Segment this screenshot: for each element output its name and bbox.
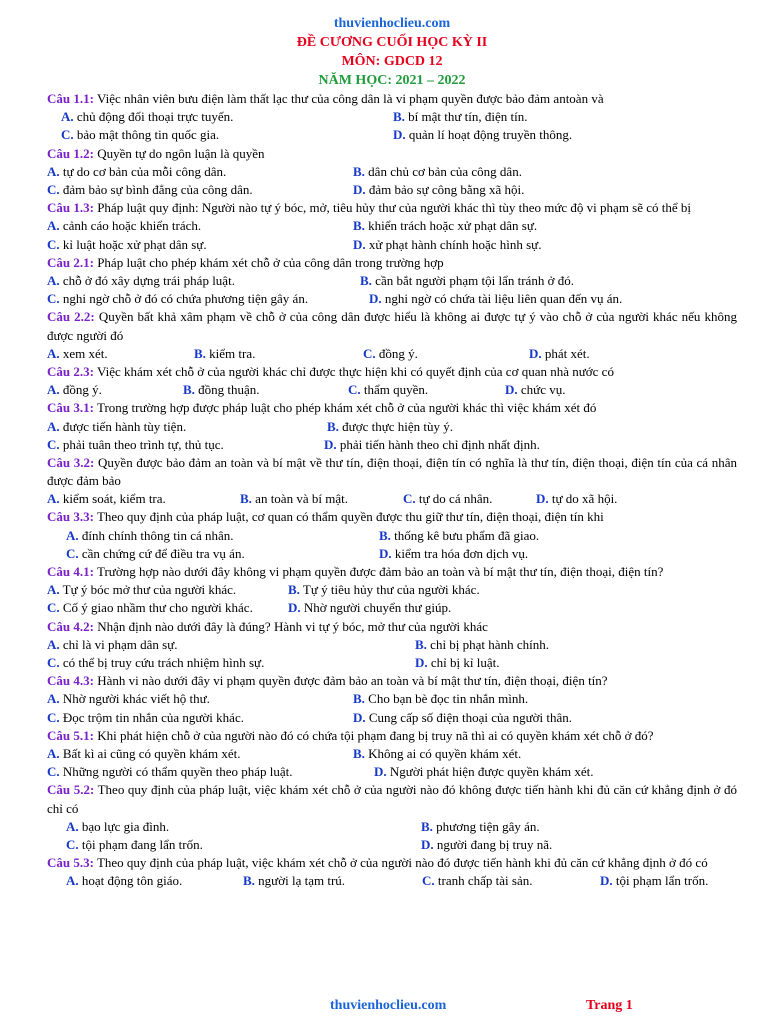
answer-option (353, 690, 528, 708)
question-number: Câu 3.1: (47, 400, 94, 416)
option-letter: D. (374, 764, 387, 780)
answer-option (288, 599, 451, 617)
subject-line: MÔN: GDCD 12 (341, 54, 443, 69)
option-letter: A. (47, 691, 60, 707)
answer-row (47, 290, 737, 308)
document-title: ĐỀ CƯƠNG CUỐI HỌC KỲ II (296, 35, 488, 50)
answer-option (415, 636, 549, 654)
question-stem (47, 454, 737, 490)
option-text: kiểm tra. (205, 345, 256, 361)
option-letter: D. (324, 436, 337, 452)
option-letter: B. (421, 818, 433, 834)
question-stem (47, 618, 737, 636)
question-number: Câu 3.2: (47, 454, 95, 470)
option-letter: C. (363, 345, 376, 361)
option-text: đính chính thông tin cá nhân. (78, 527, 234, 543)
option-letter: D. (379, 545, 392, 561)
answer-option (536, 490, 617, 508)
option-text: Cung cấp số điện thoại của người thân. (365, 709, 572, 725)
answer-option (47, 690, 210, 708)
option-text: Cố ý giao nhầm thư cho người khác. (59, 600, 253, 616)
option-text: hoạt động tôn giáo. (78, 873, 183, 889)
answer-option (61, 126, 219, 144)
answer-option (47, 217, 201, 235)
page-footer (0, 998, 768, 1018)
option-letter: D. (353, 236, 366, 252)
answer-option (348, 381, 428, 399)
option-text: Bất kì ai cũng có quyền khám xét. (59, 745, 241, 761)
question-number: Câu 2.1: (47, 254, 94, 270)
option-text: chỉ bị phạt hành chính. (426, 636, 549, 652)
option-letter: C. (47, 181, 60, 197)
answer-option (353, 709, 572, 727)
answer-option (47, 418, 186, 436)
answer-option (47, 654, 264, 672)
option-letter: C. (66, 836, 79, 852)
answer-row (47, 636, 737, 654)
option-text: nghi ngờ chỗ ở đó có chứa phương tiện gây án. (59, 291, 309, 307)
question-text: Trường hợp nào dưới đây không vi phạm quyền được đảm bảo an toàn và bí mật thư tín, điện thoại, điện tín? (93, 564, 664, 580)
answer-option (324, 436, 540, 454)
option-letter: B. (353, 745, 365, 761)
question-text: Quyền được bảo đảm an toàn và bí mật về thư tín, điện thoại, điện tín có nghĩa là thư tín, điện thoại, điện tín của cá nhân được đảm bảo (47, 454, 738, 489)
answer-row (47, 490, 737, 508)
option-text: phát xét. (541, 345, 590, 361)
answer-option (47, 599, 253, 617)
question-stem (47, 363, 737, 381)
question-stem (47, 145, 737, 163)
option-text: bí mật thư tín, điện tín. (404, 109, 528, 125)
answer-option (505, 381, 565, 399)
answer-option (353, 745, 521, 763)
question-number: Câu 4.2: (47, 618, 94, 634)
answer-option (47, 581, 236, 599)
question-stem (47, 854, 737, 872)
option-text: chỉ là vi phạm dân sự. (59, 636, 178, 652)
option-text: đảm bảo sự bình đẳng của công dân. (59, 181, 253, 197)
answer-row (47, 872, 737, 890)
option-letter: D. (600, 873, 613, 889)
option-text: Nhờ người khác viết hộ thư. (59, 691, 210, 707)
option-text: có thể bị truy cứu trách nhiệm hình sự. (59, 655, 265, 671)
answer-option (66, 818, 169, 836)
document-page (47, 14, 737, 891)
answer-option (288, 581, 480, 599)
option-text: Cho bạn bè đọc tin nhắn mình. (364, 691, 529, 707)
option-text: tự do cá nhân. (415, 491, 493, 507)
answer-option (47, 636, 178, 654)
option-text: chỗ ở đó xây dựng trái pháp luật. (59, 272, 235, 288)
answer-option (240, 490, 348, 508)
question-text: Việc nhân viên bưu điện làm thất lạc thư của công dân là vi phạm quyền được bảo đảm antoàn và (93, 91, 604, 106)
answer-row (47, 654, 737, 672)
answer-row (47, 126, 737, 144)
option-letter: D. (353, 709, 366, 725)
option-letter: B. (360, 272, 372, 288)
option-text: Những người có thẩm quyền theo pháp luật. (59, 764, 293, 780)
option-letter: D. (353, 181, 366, 197)
option-letter: D. (505, 382, 518, 398)
option-text: bạo lực gia đình. (78, 818, 170, 834)
answer-option (421, 836, 552, 854)
option-text: tự do xã hội. (548, 491, 618, 507)
option-text: tự do cơ bản của mỗi công dân. (59, 163, 227, 179)
option-letter: A. (47, 745, 60, 761)
option-letter: B. (183, 382, 195, 398)
option-letter: A. (66, 527, 79, 543)
answer-option (47, 236, 207, 254)
question-text: Theo quy định của pháp luật, việc khám xét chỗ ở của người nào đó không được tiến hành khi đủ căn cứ khẳng định ở đó chỉ có (47, 782, 737, 816)
option-letter: B. (415, 636, 427, 652)
footer-site: thuvienhoclieu.com (330, 998, 447, 1013)
option-letter: D. (369, 291, 382, 307)
answer-option (47, 163, 226, 181)
option-text: được tiến hành tùy tiện. (59, 418, 187, 434)
answer-option (421, 818, 540, 836)
option-letter: A. (47, 272, 60, 288)
option-letter: C. (61, 127, 74, 143)
option-text: phương tiện gây án. (432, 818, 540, 834)
question-text: Khi phát hiện chỗ ở của người nào đó có chứa tội phạm đang bị truy nã thì ai có quyền khám xét chỗ ở đó? (93, 727, 654, 743)
answer-option (47, 745, 241, 763)
answer-option (360, 272, 574, 290)
question-number: Câu 1.3: (47, 200, 94, 216)
option-text: phải tiến hành theo chỉ định nhất định. (336, 436, 540, 452)
option-letter: C. (47, 600, 60, 616)
question-text: Pháp luật cho phép khám xét chỗ ở của công dân trong trường hợp (93, 254, 444, 270)
answer-option (47, 272, 235, 290)
page-number: Trang 1 (586, 998, 633, 1013)
option-text: dân chủ cơ bản của công dân. (364, 163, 522, 179)
question-number: Câu 5.1: (47, 727, 94, 743)
question-stem (47, 199, 737, 217)
option-text: Không ai có quyền khám xét. (364, 745, 522, 761)
option-text: chỉ bị kỉ luật. (427, 655, 500, 671)
answer-row (47, 381, 737, 399)
option-letter: A. (47, 636, 60, 652)
option-letter: B. (194, 345, 206, 361)
option-letter: C. (66, 545, 79, 561)
question-number: Câu 5.2: (47, 782, 95, 798)
answer-option (353, 236, 541, 254)
option-letter: D. (536, 491, 549, 507)
option-letter: C. (348, 382, 361, 398)
question-text: Quyền bất khả xâm phạm về chỗ ở của công dân được hiểu là không ai được tự ý vào chỗ ở của người khác nếu không được người đó (47, 309, 737, 343)
option-text: đồng thuận. (194, 382, 260, 398)
answer-option (66, 872, 182, 890)
answer-row (47, 272, 737, 290)
answer-option (47, 345, 108, 363)
option-letter: B. (353, 163, 365, 179)
answer-option (353, 163, 522, 181)
option-text: Tự ý bóc mở thư của người khác. (59, 582, 237, 598)
option-text: đồng ý. (59, 382, 102, 398)
answer-option (47, 381, 102, 399)
option-text: nghi ngờ có chứa tài liệu liên quan đến vụ án. (381, 291, 623, 307)
question-stem (47, 508, 737, 526)
option-text: Tự ý tiêu hủy thư của người khác. (299, 582, 480, 598)
answer-row (47, 599, 737, 617)
question-number: Câu 1.1: (47, 91, 94, 106)
option-text: cần chứng cứ để điều tra vụ án. (78, 545, 245, 561)
answer-option (47, 290, 308, 308)
question-text: Theo quy định của pháp luật, cơ quan có thẩm quyền được thu giữ thư tín, điện thoại, điện tín khi (93, 509, 604, 525)
question-stem (47, 308, 737, 344)
option-text: đồng ý. (375, 345, 418, 361)
answer-option (66, 527, 234, 545)
option-letter: B. (327, 418, 339, 434)
option-text: xem xét. (59, 345, 108, 361)
option-text: tranh chấp tài sản. (434, 873, 533, 889)
option-text: Nhờ người chuyển thư giúp. (300, 600, 452, 616)
answer-option (393, 108, 528, 126)
option-text: tội phạm đang lẩn trốn. (78, 836, 203, 852)
option-text: Người phát hiện được quyền khám xét. (386, 764, 594, 780)
answer-row (47, 418, 737, 436)
answer-option (422, 872, 532, 890)
option-letter: A. (47, 491, 60, 507)
site-header: thuvienhoclieu.com (333, 16, 451, 31)
answer-row (47, 545, 737, 563)
answer-option (66, 836, 203, 854)
answer-option (379, 527, 539, 545)
option-text: cảnh cáo hoặc khiển trách. (59, 218, 202, 234)
option-text: khiển trách hoặc xử phạt dân sự. (364, 218, 538, 234)
answer-option (47, 181, 253, 199)
answer-option (529, 345, 590, 363)
answer-row (47, 236, 737, 254)
answer-row (47, 527, 737, 545)
question-stem (47, 399, 737, 417)
option-letter: C. (47, 709, 60, 725)
answer-row (47, 436, 737, 454)
option-letter: A. (47, 163, 60, 179)
question-number: Câu 3.3: (47, 509, 94, 525)
option-letter: D. (421, 836, 434, 852)
question-text: Việc khám xét chỗ ở của người khác chỉ được thực hiện khi có quyết định của cơ quan nhà nước có (93, 363, 614, 379)
option-letter: A. (66, 873, 79, 889)
option-letter: B. (353, 218, 365, 234)
answer-row (47, 345, 737, 363)
option-letter: A. (61, 109, 74, 125)
option-letter: B. (379, 527, 391, 543)
answer-option (600, 872, 708, 890)
option-letter: D. (415, 655, 428, 671)
question-number: Câu 1.2: (47, 145, 94, 161)
option-text: Đọc trộm tin nhắn của người khác. (59, 709, 244, 725)
option-text: quản lí hoạt động truyền thông. (405, 127, 573, 143)
option-text: chủ động đối thoại trực tuyến. (73, 109, 234, 125)
option-text: thống kê bưu phẩm đã giao. (390, 527, 540, 543)
answer-option (363, 345, 418, 363)
option-text: bảo mật thông tin quốc gia. (73, 127, 220, 143)
answer-option (66, 545, 245, 563)
question-text: Quyền tự do ngôn luận là quyền (93, 145, 265, 161)
question-list (47, 90, 737, 891)
question-number: Câu 5.3: (47, 855, 94, 871)
option-letter: A. (47, 218, 60, 234)
question-stem (47, 727, 737, 745)
answer-row (47, 217, 737, 235)
option-letter: D. (393, 127, 406, 143)
option-letter: C. (422, 873, 435, 889)
option-text: được thực hiện tùy ý. (338, 418, 454, 434)
question-text: Nhận định nào dưới đây là đúng? Hành vi tự ý bóc, mở thư của người khác (93, 618, 488, 634)
answer-option (243, 872, 345, 890)
answer-option (327, 418, 453, 436)
option-text: chức vụ. (517, 382, 566, 398)
question-text: Trong trường hợp được pháp luật cho phép khám xét chỗ ở của người khác thì việc khám xét đó (93, 400, 597, 416)
option-text: tội phạm lẩn trốn. (612, 873, 709, 889)
answer-option (353, 181, 524, 199)
option-letter: B. (393, 109, 405, 125)
option-letter: B. (353, 691, 365, 707)
option-text: người lạ tạm trú. (254, 873, 346, 889)
option-text: kiểm soát, kiểm tra. (59, 491, 166, 507)
answer-option (374, 763, 594, 781)
question-number: Câu 2.3: (47, 363, 94, 379)
option-letter: B. (243, 873, 255, 889)
question-number: Câu 4.3: (47, 673, 94, 689)
answer-row (47, 818, 737, 836)
answer-row (47, 745, 737, 763)
answer-option (47, 436, 224, 454)
option-letter: C. (47, 764, 60, 780)
option-letter: D. (529, 345, 542, 361)
option-letter: A. (47, 345, 60, 361)
question-stem (47, 672, 737, 690)
answer-row (47, 836, 737, 854)
option-letter: B. (288, 582, 300, 598)
option-letter: B. (240, 491, 252, 507)
answer-option (47, 490, 166, 508)
answer-option (47, 763, 293, 781)
answer-row (47, 709, 737, 727)
school-year: NĂM HỌC: 2021 – 2022 (318, 73, 466, 88)
option-letter: A. (66, 818, 79, 834)
option-letter: C. (47, 236, 60, 252)
answer-row (47, 690, 737, 708)
option-text: phải tuân theo trình tự, thủ tục. (59, 436, 224, 452)
answer-row (47, 581, 737, 599)
option-letter: C. (47, 436, 60, 452)
option-text: kiểm tra hóa đơn dịch vụ. (391, 545, 529, 561)
option-letter: D. (288, 600, 301, 616)
question-stem (47, 254, 737, 272)
option-letter: C. (47, 291, 60, 307)
question-text: Theo quy định của pháp luật, việc khám xét chỗ ở của người nào đó được tiến hành khi đủ căn cứ khẳng định ở đó có (93, 855, 708, 871)
question-stem (47, 90, 737, 108)
option-text: an toàn và bí mật. (251, 491, 348, 507)
option-letter: A. (47, 418, 60, 434)
answer-row (47, 181, 737, 199)
option-letter: C. (403, 491, 416, 507)
answer-option (403, 490, 492, 508)
answer-option (61, 108, 233, 126)
option-text: thẩm quyền. (360, 382, 429, 398)
answer-option (194, 345, 255, 363)
option-text: kỉ luật hoặc xử phạt dân sự. (59, 236, 207, 252)
question-text: Pháp luật quy định: Người nào tự ý bóc, mở, tiêu hủy thư của người khác thì tùy theo mức độ vi phạm sẽ có thể bị (93, 200, 692, 216)
option-text: xử phạt hành chính hoặc hình sự. (365, 236, 542, 252)
question-stem (47, 781, 737, 817)
answer-option (369, 290, 622, 308)
answer-row (47, 763, 737, 781)
question-text: Hành vi nào dưới đây vi phạm quyền được đảm bảo an toàn và bí mật thư tín, điện thoại, điện tín? (93, 673, 608, 689)
answer-row (47, 108, 737, 126)
option-letter: A. (47, 382, 60, 398)
option-text: đảm bảo sự công bằng xã hội. (365, 181, 525, 197)
answer-row (47, 163, 737, 181)
answer-option (47, 709, 244, 727)
answer-option (393, 126, 572, 144)
question-number: Câu 2.2: (47, 309, 95, 325)
answer-option (379, 545, 528, 563)
question-number: Câu 4.1: (47, 564, 94, 580)
option-letter: C. (47, 655, 60, 671)
option-text: cần bắt người phạm tội lẩn tránh ở đó. (371, 272, 574, 288)
option-text: người đang bị truy nã. (433, 836, 553, 852)
answer-option (353, 217, 537, 235)
answer-option (415, 654, 500, 672)
option-letter: A. (47, 582, 60, 598)
question-stem (47, 563, 737, 581)
answer-option (183, 381, 260, 399)
